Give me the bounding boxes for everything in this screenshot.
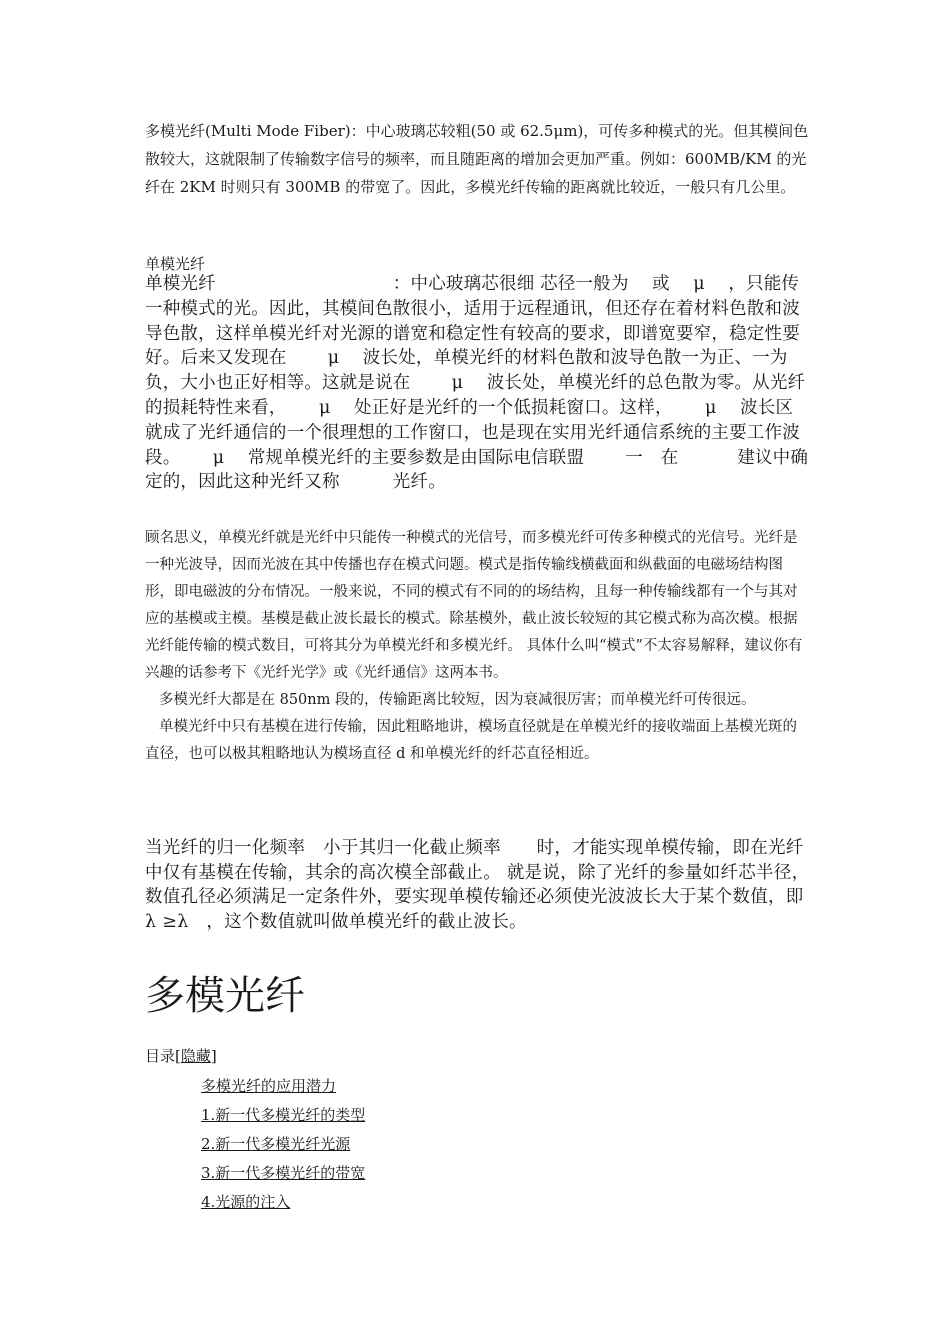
toc-link-source-injection[interactable]: 4.光源的注入 bbox=[201, 1193, 291, 1211]
multimode-distance-paragraph: 多模光纤大都是在 850nm 段的，传输距离比较短，因为衰减很厉害；而单模光纤可传很远。 bbox=[159, 692, 756, 708]
toc-link-fiber-types[interactable]: 1.新一代多模光纤的类型 bbox=[201, 1106, 366, 1124]
multimode-intro-paragraph: 多模光纤(Multi Mode Fiber)：中心玻璃芯较粗(50 或 62.5μm)，可传多种模式的光。但其模间色散较大，这就限制了传输数字信号的频率，而且随距离的增加会更加严重。例如：600MB/KM 的光纤在 2KM 时则只有 300MB 的带宽了。因此，多模光纤传输的距离就比较近，一般只有几公里。 bbox=[145, 122, 809, 196]
toc-item bbox=[201, 1130, 365, 1159]
cutoff-wavelength-paragraph: 当光纤的归一化频率 小于其归一化截止频率 时，才能实现单模传输，即在光纤中仅有基模在传输，其余的高次模全部截止。 就是说，除了光纤的参量如纤芯半径，数值孔径必须满足一定条件外，要实现单模传输还必须使光波波长大于某个数值，即 λ ≥λ ，这个数值就叫做单模光纤的截止波长。 bbox=[145, 838, 810, 932]
toc-label: 目录 bbox=[145, 1047, 176, 1065]
toc-item bbox=[201, 1072, 365, 1101]
toc-link-bandwidth[interactable]: 3.新一代多模光纤的带宽 bbox=[201, 1164, 366, 1182]
toc-header: 目录[隐藏] bbox=[145, 1047, 217, 1065]
single-mode-heading: 单模光纤 bbox=[145, 255, 206, 273]
mode-explanation-section bbox=[145, 525, 810, 768]
mode-explanation-paragraph: 顾名思义，单模光纤就是光纤中只能传一种模式的光信号，而多模光纤可传多种模式的光信号。光纤是一种光波导，因而光波在其中传播也存在模式问题。模式是指传输线横截面和纵截面的电磁场结构图形，即电磁波的分布情况。一般来说，不同的模式有不同的的场结构，且每一种传输线都有一个与其对应的基模或主模。基模是截止波长最长的模式。除基模外，截止波长较短的其它模式称为高次模。根据光纤能传输的模式数目，可将其分为单模光纤和多模光纤。 具体什么叫“模式”不太容易解释，建议你有兴趣的话参考下《光纤光学》或《光纤通信》这两本书。 bbox=[145, 530, 803, 681]
toc-item bbox=[201, 1101, 365, 1130]
toc-link-application-potential[interactable]: 多模光纤的应用潜力 bbox=[201, 1077, 337, 1095]
toc-hide-link[interactable]: 隐藏 bbox=[180, 1047, 211, 1065]
mode-field-diameter-paragraph: 单模光纤中只有基模在进行传输，因此粗略地讲，模场直径就是在单模光纤的接收端面上基模光斑的直径，也可以极其粗略地认为模场直径 d 和单模光纤的纤芯直径相近。 bbox=[145, 719, 797, 762]
toc-link-light-sources[interactable]: 2.新一代多模光纤光源 bbox=[201, 1135, 351, 1153]
toc-item bbox=[201, 1159, 365, 1188]
toc-item bbox=[201, 1188, 365, 1217]
table-of-contents bbox=[201, 1072, 365, 1217]
single-mode-paragraph: 单模光纤 ：中心玻璃芯很细 芯径一般为 或 μ ，只能传一种模式的光。因此，其模间色散很小，适用于远程通讯，但还存在着材料色散和波导色散，这样单模光纤对光源的谱宽和稳定性有较高的要求，即谱宽要窄，稳定性要好。后来又发现在 μ 波长处，单模光纤的材料色散和波导色散一为正、一为负，大小也正好相等。这就是说在 μ 波长处，单模光纤的总色散为零。从光纤的损耗特性来看， μ 处正好是光纤的一个低损耗窗口。这样， μ 波长区就成了光纤通信的一个很理想的工作窗口，也是现在实用光纤通信系统的主要工作波段。 μ 常规单模光纤的主要参数是由国际电信联盟 一 在 建议中确定的，因此这种光纤又称 光纤。 bbox=[145, 274, 809, 493]
page-title: 多模光纤 bbox=[145, 973, 305, 1019]
